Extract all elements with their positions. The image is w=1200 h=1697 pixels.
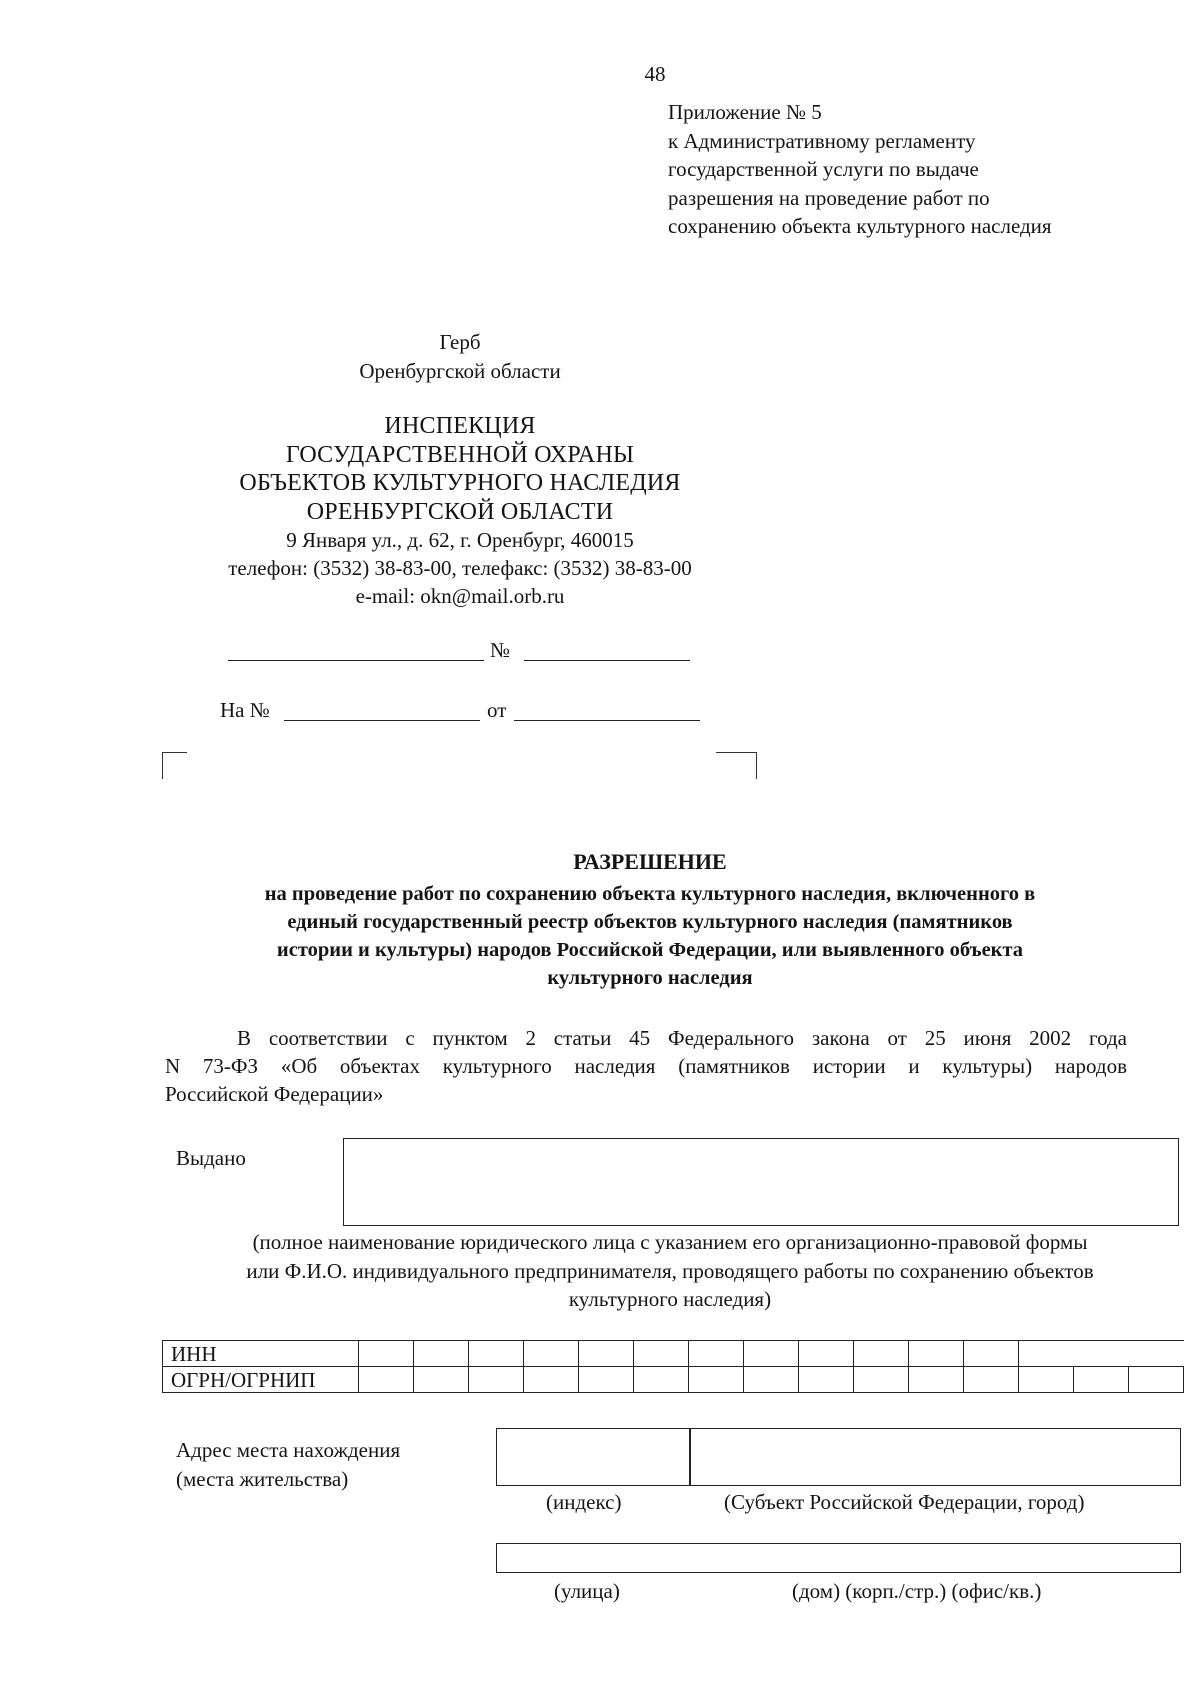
- inn-empty-space: [1129, 1341, 1184, 1367]
- house-hint: (дом) (корп./стр.) (офис/кв.): [792, 1579, 1042, 1603]
- document-subtitle: [150, 880, 1150, 992]
- inn-digit-cell[interactable]: [909, 1341, 964, 1367]
- ogrn-digit-cell[interactable]: [1129, 1367, 1184, 1393]
- document-title: РАЗРЕШЕНИЕ: [573, 849, 727, 874]
- street-hint: (улица): [554, 1579, 620, 1603]
- organization-name: [160, 412, 760, 526]
- basis-line: N 73-ФЗ «Об объектах культурного наследия (памятников истории и культуры) народов: [165, 1054, 1127, 1078]
- postal-index-field[interactable]: [496, 1428, 691, 1486]
- number-sign: №: [490, 638, 511, 662]
- inn-empty-space: [1074, 1341, 1129, 1367]
- codes-table: [162, 1340, 1184, 1393]
- emblem-caption: [260, 328, 660, 386]
- ogrn-digit-cell[interactable]: [799, 1367, 854, 1393]
- basis-line: В соответствии с пунктом 2 статьи 45 Федерального закона от 25 июня 2002 года: [237, 1026, 1127, 1050]
- ogrn-digit-cell[interactable]: [634, 1367, 689, 1393]
- hint-line: или Ф.И.О. индивидуального предпринимателя, проводящего работы по сохранению объектов: [246, 1258, 1094, 1283]
- issued-to-field[interactable]: [343, 1138, 1179, 1226]
- organization-name-line: ГОСУДАРСТВЕННОЙ ОХРАНЫ: [285, 441, 635, 468]
- inn-digit-cell[interactable]: [359, 1341, 414, 1367]
- subtitle-line: культурного наследия: [547, 967, 753, 989]
- appendix-line: государственной услуги по выдаче: [668, 157, 979, 181]
- inn-digit-cell[interactable]: [634, 1341, 689, 1367]
- region-city-field[interactable]: [689, 1428, 1181, 1486]
- ogrn-digit-cell[interactable]: [854, 1367, 909, 1393]
- ogrn-digit-cell[interactable]: [689, 1367, 744, 1393]
- region-city-hint: (Субъект Российской Федерации, город): [724, 1490, 1085, 1514]
- organization-contacts: [160, 526, 760, 610]
- subtitle-line: на проведение работ по сохранению объекта культурного наследия, включенного в: [264, 883, 1036, 905]
- inn-digit-cell[interactable]: [689, 1341, 744, 1367]
- outgoing-date-field[interactable]: [228, 660, 484, 661]
- emblem-line: Оренбургской области: [359, 359, 561, 383]
- appendix-header: [668, 98, 1052, 241]
- ogrn-digit-cell[interactable]: [359, 1367, 414, 1393]
- reply-number-field[interactable]: [284, 720, 480, 721]
- subtitle-line: единый государственный реестр объектов культурного наследия (памятников: [287, 911, 1013, 933]
- ogrn-digit-cell[interactable]: [524, 1367, 579, 1393]
- issued-to-hint: [150, 1228, 1190, 1314]
- page-number: 48: [644, 62, 666, 86]
- address-label-line: (места жительства): [176, 1467, 349, 1491]
- reply-date-field[interactable]: [514, 720, 700, 721]
- ogrn-row: [163, 1367, 1184, 1393]
- reply-number-label: На №: [220, 698, 270, 722]
- inn-digit-cell[interactable]: [579, 1341, 634, 1367]
- ogrn-digit-cell[interactable]: [964, 1367, 1019, 1393]
- organization-name-line: ИНСПЕКЦИЯ: [384, 413, 536, 439]
- outgoing-number-field[interactable]: [524, 660, 690, 661]
- inn-digit-cell[interactable]: [964, 1341, 1019, 1367]
- hint-line: культурного наследия): [568, 1287, 772, 1311]
- hint-line: (полное наименование юридического лица с указанием его организационно-правовой формы: [252, 1230, 1088, 1254]
- ogrn-digit-cell[interactable]: [744, 1367, 799, 1393]
- address-corner-right: [716, 752, 757, 779]
- appendix-line: к Административному регламенту: [668, 128, 976, 153]
- postal-index-hint: (индекс): [546, 1490, 622, 1514]
- ogrn-digit-cell[interactable]: [1019, 1367, 1074, 1393]
- organization-name-line: ОБЪЕКТОВ КУЛЬТУРНОГО НАСЛЕДИЯ: [239, 470, 681, 496]
- inn-row: [163, 1341, 1184, 1367]
- issued-to-label: Выдано: [176, 1146, 246, 1170]
- inn-label: ИНН: [163, 1341, 359, 1367]
- ogrn-digit-cell[interactable]: [469, 1367, 524, 1393]
- organization-name-line: ОРЕНБУРГСКОЙ ОБЛАСТИ: [306, 498, 614, 525]
- organization-phone: телефон: (3532) 38-83-00, телефакс: (3532) 38-83-00: [228, 556, 692, 580]
- emblem-line: Герб: [439, 330, 481, 354]
- organization-address: 9 Января ул., д. 62, г. Оренбург, 460015: [286, 528, 634, 552]
- inn-digit-cell[interactable]: [524, 1341, 579, 1367]
- ogrn-label: ОГРН/ОГРНИП: [163, 1367, 359, 1393]
- appendix-line: Приложение № 5: [668, 100, 822, 124]
- inn-empty-space: [1019, 1341, 1074, 1367]
- ogrn-digit-cell[interactable]: [579, 1367, 634, 1393]
- address-label: [176, 1436, 400, 1494]
- inn-digit-cell[interactable]: [744, 1341, 799, 1367]
- inn-digit-cell[interactable]: [799, 1341, 854, 1367]
- ogrn-digit-cell[interactable]: [414, 1367, 469, 1393]
- inn-digit-cell[interactable]: [414, 1341, 469, 1367]
- address-label-line: Адрес места нахождения: [176, 1438, 401, 1462]
- appendix-line: разрешения на проведение работ по: [668, 185, 990, 210]
- street-address-field[interactable]: [496, 1543, 1181, 1573]
- organization-email: e-mail: okn@mail.orb.ru: [355, 584, 565, 608]
- reply-date-label: от: [487, 698, 507, 722]
- basis-line: Российской Федерации»: [165, 1082, 384, 1106]
- ogrn-digit-cell[interactable]: [1074, 1367, 1129, 1393]
- appendix-line: сохранению объекта культурного наследия: [668, 214, 1052, 238]
- inn-digit-cell[interactable]: [469, 1341, 524, 1367]
- ogrn-digit-cell[interactable]: [909, 1367, 964, 1393]
- subtitle-line: истории и культуры) народов Российской Федерации, или выявленного объекта: [276, 939, 1024, 961]
- basis-paragraph: [165, 1024, 1127, 1108]
- address-corner-left: [162, 752, 187, 779]
- inn-digit-cell[interactable]: [854, 1341, 909, 1367]
